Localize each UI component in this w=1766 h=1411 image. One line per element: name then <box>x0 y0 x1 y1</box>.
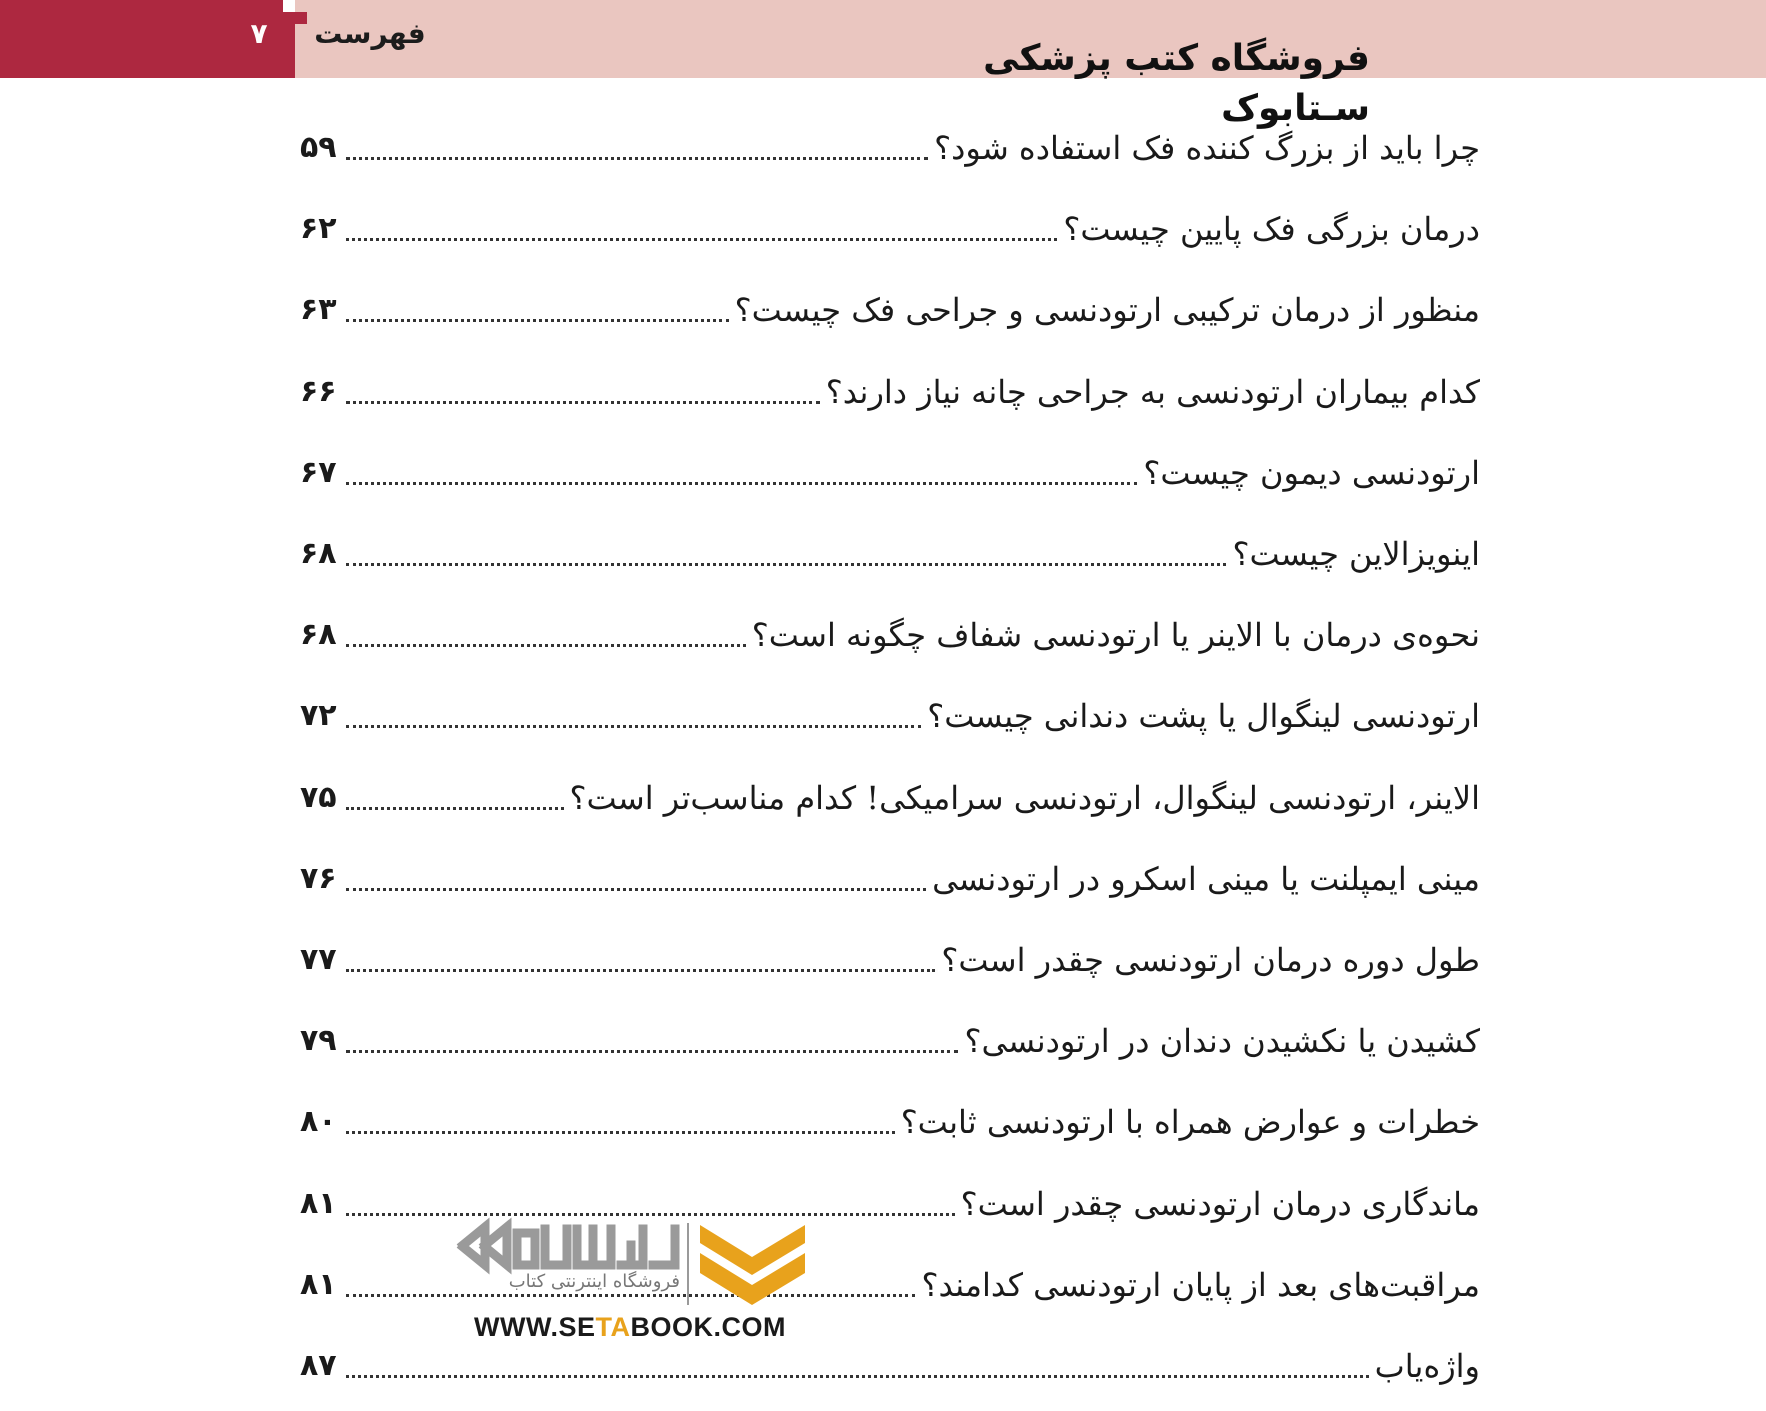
logo-tagline: فروشگاه اینترنتی کتاب <box>508 1271 680 1292</box>
toc-dot-leader <box>346 1375 1369 1378</box>
toc-dot-leader <box>346 1131 895 1134</box>
toc-entry-page-number: ۶۳ <box>300 292 337 328</box>
toc-entry-title: منظور از درمان ترکیبی ارتودنسی و جراحی فک چیست؟ <box>734 291 1480 330</box>
toc-entry-page-number: ۷۹ <box>300 1023 337 1059</box>
header-corner-square <box>283 0 295 12</box>
url-prefix: WWW.SE <box>474 1312 596 1342</box>
store-name: فروشگاه کتب پزشکی سـتابوک <box>983 38 1370 129</box>
toc-entry[interactable] <box>300 193 1480 253</box>
toc-dot-leader <box>346 969 935 972</box>
toc-entry-page-number: ۶۸ <box>300 617 337 653</box>
store-website-url <box>455 1310 805 1344</box>
toc-entry-title: مراقبت‌های بعد از پایان ارتودنسی کدامند؟ <box>921 1265 1480 1304</box>
toc-entry-title: خطرات و عوارض همراه با ارتودنسی ثابت؟ <box>900 1103 1480 1142</box>
toc-entry[interactable] <box>300 356 1480 416</box>
toc-entry-title: چرا باید از بزرگ کننده فک استفاده شود؟ <box>934 129 1480 167</box>
toc-entry[interactable] <box>300 518 1480 578</box>
toc-dot-leader <box>346 238 1057 241</box>
toc-entry[interactable] <box>300 924 1480 984</box>
toc-entry[interactable] <box>300 112 1480 172</box>
toc-entry-title: ماندگاری درمان ارتودنسی چقدر است؟ <box>960 1184 1480 1223</box>
url-accent: TA <box>595 1312 631 1342</box>
toc-entry-page-number: ۶۲ <box>300 211 337 247</box>
book-chevron-icon <box>700 1215 805 1310</box>
toc-entry-page-number: ۸۱ <box>300 1185 337 1221</box>
toc-dot-leader <box>346 888 926 891</box>
toc-dot-leader <box>346 157 928 160</box>
toc-dot-leader <box>346 644 746 647</box>
toc-entry-page-number: ۷۷ <box>300 942 337 977</box>
toc-entry[interactable] <box>300 599 1480 659</box>
page-number: ۷ <box>250 17 268 50</box>
toc-dot-leader <box>346 1050 958 1053</box>
toc-dot-leader <box>346 563 1226 566</box>
url-suffix: BOOK.COM <box>630 1312 786 1342</box>
toc-entry-page-number: ۸۰ <box>300 1104 337 1140</box>
toc-entry-title: الاینر، ارتودنسی لینگوال، ارتودنسی سرامیکی! کدام مناسب‌تر است؟ <box>569 778 1480 817</box>
toc-entry[interactable] <box>300 1005 1480 1065</box>
toc-entry-title: درمان بزرگی فک پایین چیست؟ <box>1063 210 1480 249</box>
toc-entry-page-number: ۸۱ <box>300 1266 337 1302</box>
section-title: فهرست <box>314 17 426 50</box>
toc-entry-page-number: ۷۵ <box>300 779 337 815</box>
setabook-logo <box>455 1215 805 1345</box>
toc-entry-title: اینویزالاین چیست؟ <box>1232 535 1480 573</box>
logo-divider <box>687 1223 689 1305</box>
toc-dot-leader <box>346 401 820 404</box>
toc-entry-page-number: ۶۷ <box>300 454 337 490</box>
toc-dot-leader <box>346 807 564 810</box>
toc-entry[interactable] <box>300 437 1480 497</box>
toc-entry-title: نحوه‌ی درمان با الاینر یا ارتودنسی شفاف چگونه است؟ <box>751 616 1480 655</box>
toc-entry-title: طول دوره درمان ارتودنسی چقدر است؟ <box>941 941 1480 979</box>
toc-entry-title: کشیدن یا نکشیدن دندان در ارتودنسی؟ <box>964 1022 1480 1061</box>
toc-entry-page-number: ۶۶ <box>300 373 337 409</box>
toc-entry-page-number: ۸۷ <box>300 1348 337 1383</box>
toc-entry-page-number: ۵۹ <box>300 130 337 165</box>
toc-entry[interactable] <box>300 274 1480 334</box>
toc-entry[interactable] <box>300 843 1480 903</box>
toc-dot-leader <box>346 725 921 728</box>
toc-entry-page-number: ۷۶ <box>300 860 337 896</box>
toc-dot-leader <box>346 482 1137 485</box>
toc-entry[interactable] <box>300 680 1480 740</box>
toc-entry-title: ارتودنسی لینگوال یا پشت دندانی چیست؟ <box>927 697 1480 736</box>
toc-entry-title: مینی ایمپلنت یا مینی اسکرو در ارتودنسی <box>932 859 1480 898</box>
toc-entry[interactable] <box>300 1086 1480 1146</box>
toc-entry-page-number: ۷۲ <box>300 698 337 734</box>
toc-entry[interactable] <box>300 762 1480 822</box>
toc-entry-title: ارتودنسی دیمون چیست؟ <box>1143 453 1480 492</box>
toc-dot-leader <box>346 319 729 322</box>
toc-entry-title: کدام بیماران ارتودنسی به جراحی چانه نیاز دارند؟ <box>825 372 1480 411</box>
toc-entry-title: واژه‌یاب <box>1374 1347 1480 1385</box>
toc-entry-page-number: ۶۸ <box>300 536 337 571</box>
